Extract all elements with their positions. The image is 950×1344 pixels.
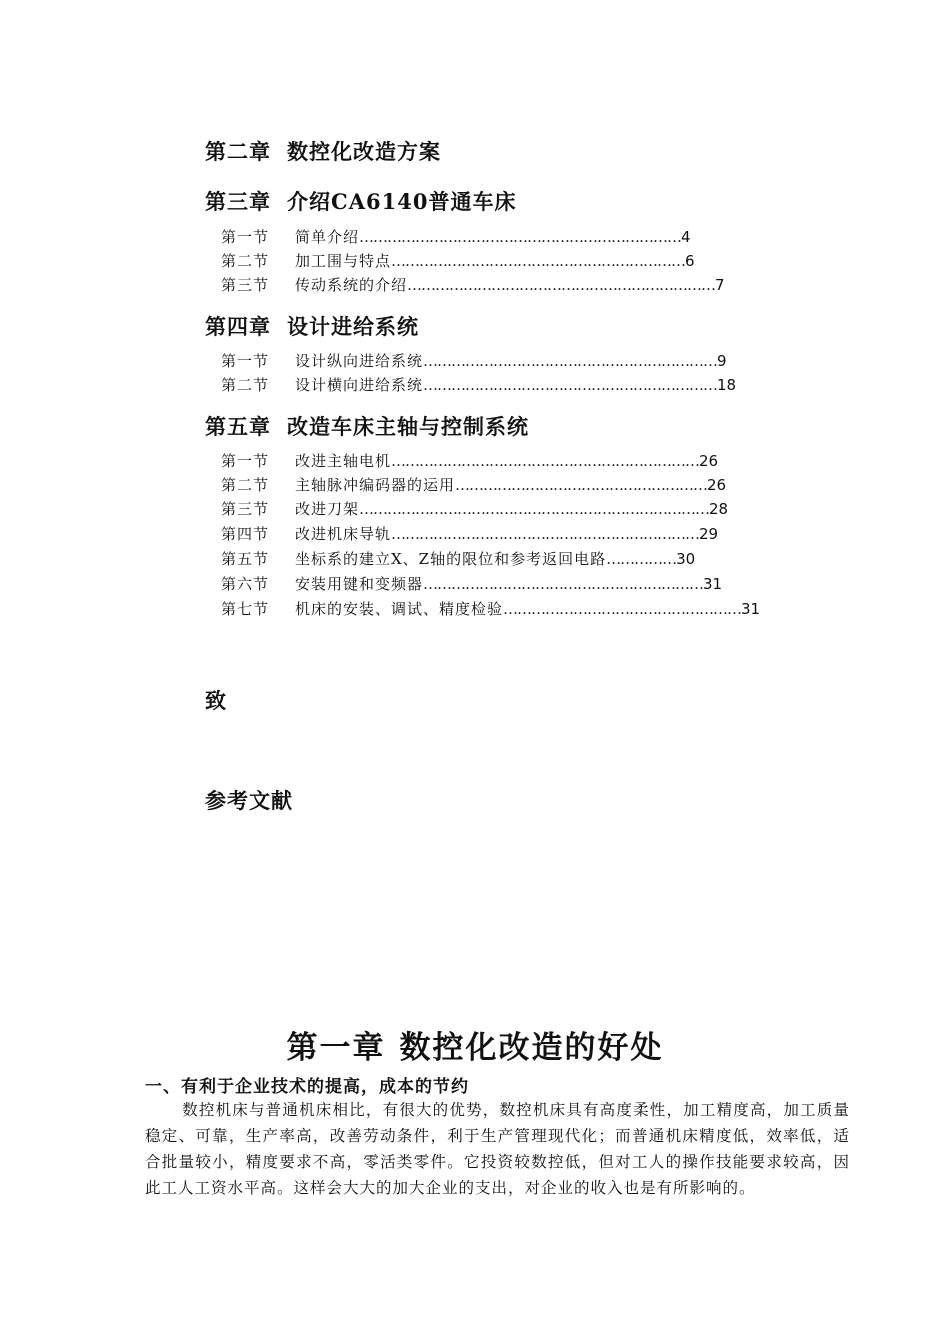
section-title: 简单介绍 <box>295 228 360 246</box>
chapter-number: 第二章 <box>205 139 271 164</box>
section-title: 主轴脉冲编码器的运用 <box>295 476 456 494</box>
chapter-title: 设计进给系统 <box>287 314 419 339</box>
section-number: 第一节 <box>221 452 270 470</box>
section-title: 设计横向进给系统 <box>295 376 424 394</box>
toc-references[interactable] <box>205 785 293 815</box>
toc-chapter-3[interactable] <box>205 186 516 216</box>
chapter-title: 介绍CA6140普通车床 <box>287 189 517 214</box>
section-number: 第二节 <box>221 376 270 394</box>
page-number: 31 <box>703 575 723 593</box>
toc-chapter-2[interactable] <box>205 136 441 166</box>
toc-entry[interactable] <box>221 250 695 272</box>
section-heading: 一、有利于企业技术的提高，成本的节约 <box>145 1077 469 1097</box>
section-number: 第三节 <box>221 276 270 294</box>
page-number: 4 <box>681 228 691 246</box>
dot-leader: ……………………………………………… <box>455 476 708 494</box>
dot-leader: ……………………………………………………… <box>423 376 718 394</box>
page-number: 7 <box>715 276 725 294</box>
section-title: 设计纵向进给系统 <box>295 352 424 370</box>
section-number: 第五节 <box>221 550 270 568</box>
chapter-number: 第一章 <box>286 1030 386 1066</box>
section-number: 第一节 <box>221 352 270 370</box>
chapter-title: 数控化改造的好处 <box>399 1030 664 1066</box>
toc-entry[interactable] <box>221 548 695 570</box>
page-number: 18 <box>717 376 737 394</box>
section-number: 第三节 <box>221 500 270 518</box>
acknowledgements-label: 致 <box>205 688 227 713</box>
toc-entry[interactable] <box>221 498 728 520</box>
section-title: 改进主轴电机 <box>295 452 392 470</box>
dot-leader: ……………………………………………………… <box>423 352 718 370</box>
toc-entry[interactable] <box>221 474 726 496</box>
body-paragraph: 数控机床与普通机床相比，有很大的优势，数控机床具有高度柔性，加工精度高，加工质量稳定、可靠，生产率高，改善劳动条件，利于生产管理现代化；而普通机床精度低，效率低，适合批量较小，精度要求不高，零活类零件。它投资较数控低，但对工人的操作技能要求较高，因此工人工资水平高。这样会大大的加大企业的支出，对企业的收入也是有所影响的。 <box>145 1101 850 1197</box>
dot-leader: …………………………………………………… <box>423 575 704 593</box>
toc-entry[interactable] <box>221 598 760 620</box>
section-number: 第七节 <box>221 600 270 618</box>
toc-entry[interactable] <box>221 450 718 472</box>
chapter-1-heading <box>0 1022 950 1067</box>
page-number: 26 <box>707 476 727 494</box>
page-number: 29 <box>699 525 719 543</box>
section-number: 第六节 <box>221 575 270 593</box>
section-title: 传动系统的介绍 <box>295 276 408 294</box>
toc-acknowledgements[interactable] <box>205 685 227 715</box>
toc-entry[interactable] <box>221 226 691 248</box>
dot-leader: ………………………………………………………… <box>407 276 716 294</box>
section-title: 改进刀架 <box>295 500 360 518</box>
dot-leader: …………………………………………………………… <box>359 228 682 246</box>
section-title: 坐标系的建立X、Z轴的限位和参考返回电路 <box>295 550 607 568</box>
dot-leader: …………………………………………… <box>503 600 742 618</box>
section-number: 第一节 <box>221 228 270 246</box>
dot-leader: ………………………………………………………… <box>391 525 700 543</box>
page-number: 28 <box>709 500 729 518</box>
toc-entry[interactable] <box>221 573 722 595</box>
page-number: 31 <box>741 600 761 618</box>
dot-leader: …………… <box>606 550 677 568</box>
chapter-number: 第四章 <box>205 314 271 339</box>
toc-entry[interactable] <box>221 350 727 372</box>
page-number: 26 <box>699 452 719 470</box>
references-label: 参考文献 <box>205 788 293 813</box>
toc-entry[interactable] <box>221 523 718 545</box>
section-number: 第二节 <box>221 476 270 494</box>
dot-leader: ………………………………………………………… <box>391 452 700 470</box>
section-title: 改进机床导轨 <box>295 525 392 543</box>
section-number: 第四节 <box>221 525 270 543</box>
section-title: 机床的安装、调试、精度检验 <box>295 600 504 618</box>
toc-chapter-4[interactable] <box>205 311 419 341</box>
chapter-title: 数控化改造方案 <box>287 139 441 164</box>
section-title: 安装用键和变频器 <box>295 575 424 593</box>
page-number: 30 <box>676 550 696 568</box>
chapter-number: 第五章 <box>205 414 271 439</box>
page-number: 9 <box>717 352 727 370</box>
dot-leader: ……………………………………………………… <box>391 252 686 270</box>
section-number: 第二节 <box>221 252 270 270</box>
section-title: 加工围与特点 <box>295 252 392 270</box>
chapter-title: 改造车床主轴与控制系统 <box>287 414 529 439</box>
toc-entry[interactable] <box>221 374 736 396</box>
toc-entry[interactable] <box>221 274 725 296</box>
toc-chapter-5[interactable] <box>205 411 529 441</box>
chapter-number: 第三章 <box>205 189 271 214</box>
dot-leader: ………………………………………………………………… <box>359 500 710 518</box>
page-number: 6 <box>685 252 695 270</box>
